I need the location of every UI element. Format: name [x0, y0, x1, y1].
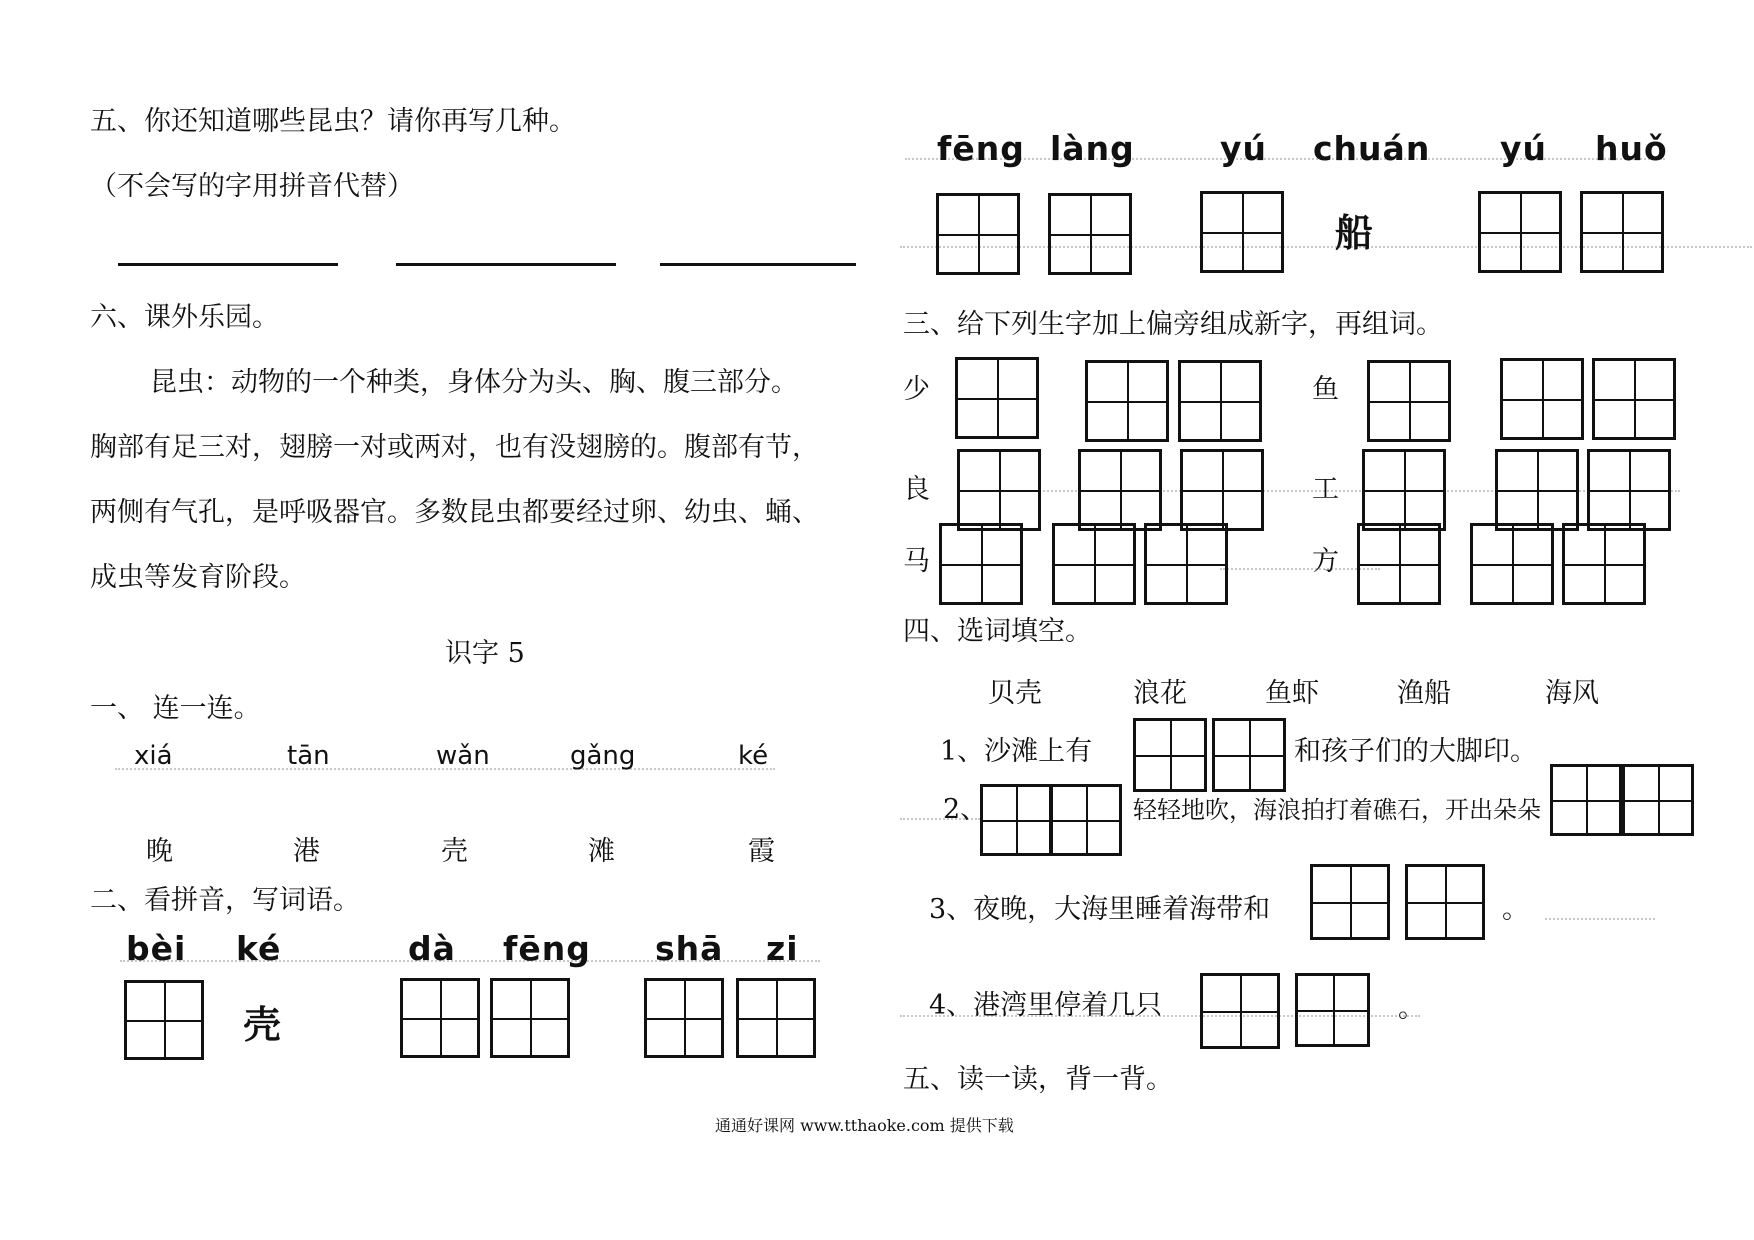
- r4-word: 鱼虾: [1265, 678, 1319, 709]
- writing-grid[interactable]: [1048, 193, 1132, 275]
- s2-pinyin: fēng: [503, 929, 591, 968]
- footer-credit: 通通好课网 www.tthaoke.com 提供下载: [715, 1116, 1014, 1135]
- r2-pinyin: yú: [1500, 129, 1548, 168]
- s1-char[interactable]: 晚: [146, 836, 173, 867]
- s2-title: 二、看拼音，写词语。: [90, 885, 360, 916]
- fill-grid[interactable]: [1550, 764, 1622, 836]
- s1-pinyin: tān: [287, 741, 330, 771]
- r4-item-3-pre: 3、夜晚，大海里睡着海带和: [929, 894, 1271, 925]
- q6-para-line-2: 胸部有足三对，翅膀一对或两对，也有没翅膀的。腹部有节，: [90, 432, 819, 463]
- s1-pinyin: xiá: [134, 741, 173, 771]
- r4-item-4-pre: 4、港湾里停着几只: [929, 990, 1163, 1021]
- r4-word: 贝壳: [988, 678, 1042, 709]
- s2-pinyin: bèi: [126, 929, 187, 968]
- answer-line-2[interactable]: [396, 263, 616, 266]
- writing-grid[interactable]: [1478, 191, 1562, 273]
- r3-char: 工: [1312, 474, 1339, 505]
- writing-grid[interactable]: [1052, 523, 1136, 605]
- r3-char: 良: [903, 474, 930, 505]
- writing-grid[interactable]: [1500, 358, 1584, 440]
- writing-grid[interactable]: [955, 357, 1039, 439]
- r4-item-4-post: 。: [1398, 993, 1425, 1024]
- answer-line-3[interactable]: [660, 263, 856, 266]
- writing-grid[interactable]: [957, 449, 1041, 531]
- r2-pinyin: làng: [1050, 129, 1135, 168]
- writing-grid[interactable]: [1200, 191, 1284, 273]
- grid-guide-line: [1220, 568, 1380, 570]
- s2-given-char: 壳: [243, 1002, 282, 1047]
- r2-pinyin: huǒ: [1595, 129, 1668, 168]
- writing-grid[interactable]: [1085, 360, 1169, 442]
- answer-line-1[interactable]: [118, 263, 338, 266]
- r3-char: 少: [903, 374, 930, 405]
- s2-pinyin: shā: [655, 929, 724, 968]
- grid-guide-line: [1545, 918, 1655, 920]
- s2-pinyin: ké: [236, 929, 282, 968]
- s2-pinyin: zi: [766, 929, 799, 968]
- r5-title: 五、读一读，背一背。: [903, 1064, 1173, 1095]
- writing-grid[interactable]: [936, 193, 1020, 275]
- writing-grid[interactable]: [1495, 449, 1579, 531]
- writing-grid[interactable]: [1144, 523, 1228, 605]
- s1-char[interactable]: 港: [293, 836, 320, 867]
- writing-grid[interactable]: [1180, 449, 1264, 531]
- fill-grid[interactable]: [980, 784, 1052, 856]
- r2-given-char: 船: [1335, 210, 1374, 255]
- s1-title: 一、 连一连。: [90, 693, 261, 724]
- writing-grid[interactable]: [1587, 449, 1671, 531]
- q6-para-line-3: 两侧有气孔，是呼吸器官。多数昆虫都要经过卵、幼虫、蛹、: [90, 497, 819, 528]
- r2-pinyin: chuán: [1313, 129, 1431, 168]
- s1-char[interactable]: 滩: [588, 836, 615, 867]
- fill-grid[interactable]: [1212, 718, 1286, 792]
- writing-grid[interactable]: [1357, 523, 1441, 605]
- r4-item-1-pre: 1、沙滩上有: [940, 736, 1093, 767]
- writing-grid[interactable]: [1078, 449, 1162, 531]
- fill-grid[interactable]: [1405, 864, 1485, 940]
- r4-word: 浪花: [1133, 678, 1187, 709]
- r4-item-1-post: 和孩子们的大脚印。: [1294, 736, 1537, 767]
- q5-note: （不会写的字用拼音代替）: [90, 171, 414, 202]
- writing-grid[interactable]: [1562, 523, 1646, 605]
- r4-item-3-post: 。: [1502, 894, 1529, 925]
- q6-title: 六、课外乐园。: [90, 302, 279, 333]
- r2-pinyin: yú: [1220, 129, 1268, 168]
- r3-char: 鱼: [1312, 374, 1339, 405]
- s1-pinyin: gǎng: [570, 741, 636, 771]
- r4-word: 海风: [1545, 678, 1599, 709]
- fill-grid[interactable]: [1050, 784, 1122, 856]
- writing-grid[interactable]: [1367, 360, 1451, 442]
- r4-title: 四、选词填空。: [903, 616, 1092, 647]
- writing-grid[interactable]: [1178, 360, 1262, 442]
- writing-grid[interactable]: [1580, 191, 1664, 273]
- writing-grid[interactable]: [939, 523, 1023, 605]
- fill-grid[interactable]: [1310, 864, 1390, 940]
- r3-title: 三、给下列生字加上偏旁组成新字，再组词。: [903, 309, 1443, 340]
- writing-grid[interactable]: [124, 980, 204, 1060]
- writing-grid[interactable]: [490, 978, 570, 1058]
- fill-grid[interactable]: [1133, 718, 1207, 792]
- r2-pinyin: fēng: [937, 129, 1025, 168]
- writing-grid[interactable]: [644, 978, 724, 1058]
- q6-para-line-1: 昆虫：动物的一个种类，身体分为头、胸、腹三部分。: [150, 367, 798, 398]
- fill-grid[interactable]: [1200, 973, 1280, 1049]
- r4-item-2-post: 轻轻地吹，海浪拍打着礁石，开出朵朵: [1133, 796, 1541, 824]
- s1-char[interactable]: 壳: [441, 836, 468, 867]
- writing-grid[interactable]: [1362, 449, 1446, 531]
- writing-grid[interactable]: [1592, 358, 1676, 440]
- s1-char[interactable]: 霞: [748, 836, 775, 867]
- r3-char: 马: [903, 546, 930, 577]
- q6-para-line-4: 成虫等发育阶段。: [90, 562, 306, 593]
- s1-pinyin: wǎn: [436, 741, 490, 771]
- writing-grid[interactable]: [1470, 523, 1554, 605]
- r4-word: 渔船: [1397, 678, 1451, 709]
- s1-pinyin: ké: [738, 741, 769, 771]
- q5-title: 五、你还知道哪些昆虫？请你再写几种。: [90, 106, 576, 137]
- fill-grid[interactable]: [1622, 764, 1694, 836]
- writing-grid[interactable]: [736, 978, 816, 1058]
- fill-grid[interactable]: [1295, 973, 1370, 1047]
- lesson-title: 识字 5: [445, 638, 525, 669]
- writing-grid[interactable]: [400, 978, 480, 1058]
- s2-pinyin: dà: [408, 929, 456, 968]
- r3-char: 方: [1312, 546, 1339, 577]
- r4-item-2-pre: 2、: [943, 794, 988, 825]
